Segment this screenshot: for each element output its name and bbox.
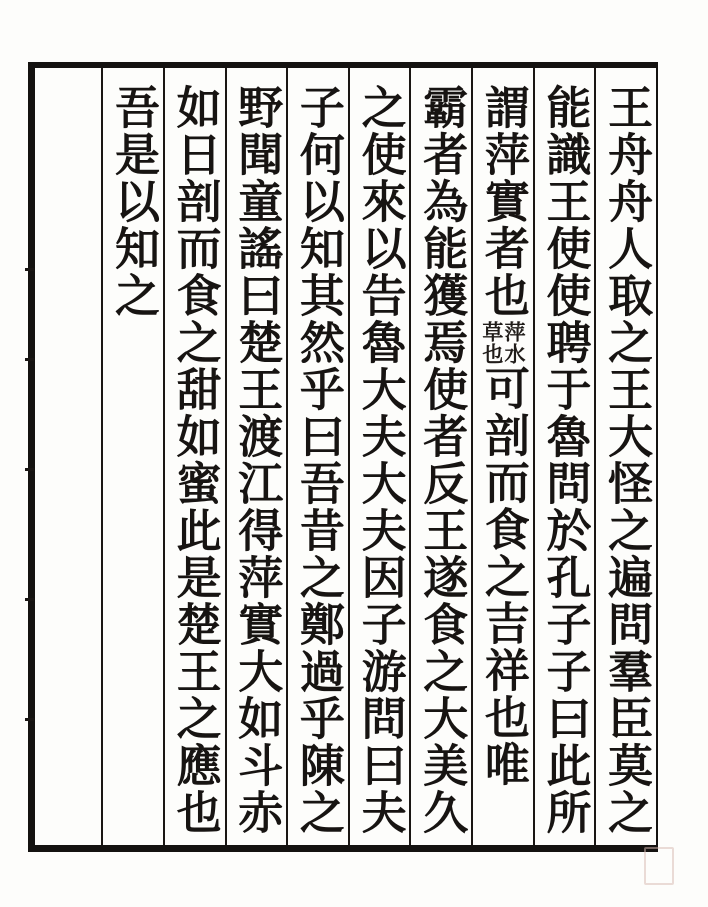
column-text: 謂萍實者也 bbox=[476, 84, 530, 319]
margin-tick bbox=[25, 468, 34, 471]
column-text: 野聞童謠曰楚王渡江得萍實大如斗赤 bbox=[230, 84, 284, 836]
margin-tick bbox=[25, 718, 34, 721]
text-column-8 bbox=[163, 68, 225, 845]
column-text: 霸者為能獲焉使者反王遂食之大美久 bbox=[415, 84, 469, 836]
blank-margin-column bbox=[35, 68, 101, 845]
column-text: 能識王使使聘于魯問於孔子子曰此所 bbox=[538, 84, 592, 836]
margin-stamp bbox=[644, 847, 674, 885]
text-column-5 bbox=[348, 68, 410, 845]
column-text: 如日剖而食之甜如蜜此是楚王之應也 bbox=[168, 84, 222, 836]
text-column-4 bbox=[409, 68, 471, 845]
annotation-right-line: 萍水 bbox=[501, 321, 527, 365]
text-column-7 bbox=[225, 68, 287, 845]
text-column-1 bbox=[594, 68, 656, 845]
column-text-continued: 可剖而食之吉祥也唯 bbox=[476, 365, 530, 788]
text-column-6 bbox=[286, 68, 348, 845]
margin-tick bbox=[25, 598, 34, 601]
column-text: 子何以知其然乎曰吾昔之鄭過乎陳之 bbox=[291, 84, 345, 836]
text-columns bbox=[35, 68, 656, 845]
interlinear-annotation bbox=[481, 319, 525, 365]
text-column-2 bbox=[533, 68, 595, 845]
page-frame bbox=[28, 62, 658, 852]
column-text: 之使來以告魯大夫大夫因子游問曰夫 bbox=[353, 84, 407, 836]
column-text: 王舟舟人取之王大怪之遍問羣臣莫之 bbox=[600, 84, 654, 836]
annotation-left-line: 草也 bbox=[479, 321, 505, 365]
text-column-3 bbox=[471, 68, 533, 845]
margin-tick bbox=[25, 358, 34, 361]
margin-tick bbox=[25, 268, 34, 271]
column-text: 吾是以知之 bbox=[107, 84, 160, 319]
text-column-9 bbox=[101, 68, 163, 845]
